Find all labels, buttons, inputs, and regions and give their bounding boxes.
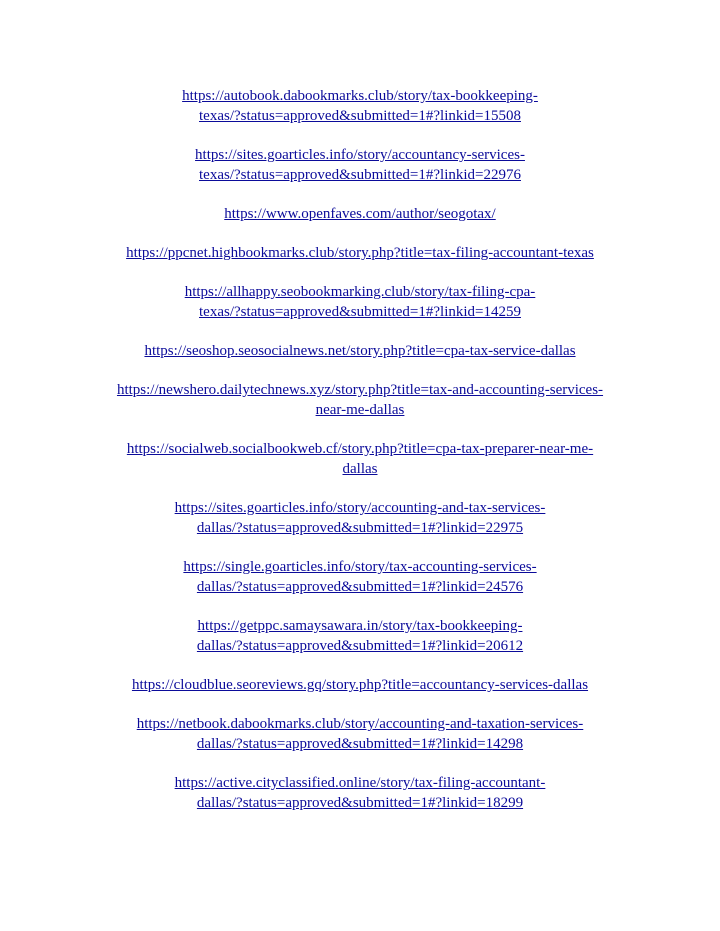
hyperlink-line: dallas/?status=approved&submitted=1#?linkid=20612 (196, 638, 524, 654)
hyperlink-line: https://sites.goarticles.info/story/accounting-and-tax-services- (174, 500, 546, 516)
link-item (80, 282, 640, 322)
hyperlink-line: https://ppcnet.highbookmarks.club/story.php?title=tax-filing-accountant-texas (126, 245, 594, 261)
hyperlink-line: dallas/?status=approved&submitted=1#?linkid=24576 (196, 579, 524, 595)
hyperlink-line: https://single.goarticles.info/story/tax-accounting-services- (183, 559, 537, 575)
hyperlink-line: https://www.openfaves.com/author/seogotax/ (224, 206, 496, 222)
link-item (80, 498, 640, 538)
hyperlink[interactable] (80, 498, 640, 538)
link-item (80, 675, 640, 695)
hyperlink-line: texas/?status=approved&submitted=1#?linkid=22976 (199, 167, 521, 183)
hyperlink-line: near-me-dallas (315, 402, 405, 418)
link-item (80, 616, 640, 656)
hyperlink-line: https://seoshop.seosocialnews.net/story.php?title=cpa-tax-service-dallas (144, 343, 576, 359)
hyperlink[interactable] (80, 86, 640, 126)
hyperlink[interactable] (80, 243, 640, 263)
hyperlink[interactable] (80, 380, 640, 420)
link-item (80, 145, 640, 185)
hyperlink[interactable] (80, 439, 640, 479)
hyperlink[interactable] (80, 675, 640, 695)
link-item (80, 380, 640, 420)
hyperlink-line: dallas/?status=approved&submitted=1#?linkid=22975 (196, 520, 524, 536)
link-item (80, 341, 640, 361)
hyperlink-line: https://getppc.samaysawara.in/story/tax-bookkeeping- (197, 618, 523, 634)
hyperlink-line: https://allhappy.seobookmarking.club/story/tax-filing-cpa- (184, 284, 536, 300)
hyperlink-line: texas/?status=approved&submitted=1#?linkid=15508 (199, 108, 521, 124)
hyperlink-line: https://sites.goarticles.info/story/accountancy-services- (195, 147, 525, 163)
hyperlink[interactable] (80, 282, 640, 322)
hyperlink-line: https://newshero.dailytechnews.xyz/story.php?title=tax-and-accounting-services- (116, 382, 604, 398)
link-item (80, 243, 640, 263)
hyperlink-line: dallas/?status=approved&submitted=1#?linkid=18299 (196, 795, 524, 811)
hyperlink[interactable] (80, 204, 640, 224)
link-item (80, 204, 640, 224)
link-item (80, 773, 640, 813)
hyperlink-line: texas/?status=approved&submitted=1#?linkid=14259 (199, 304, 521, 320)
hyperlink[interactable] (80, 616, 640, 656)
hyperlink-line: dallas/?status=approved&submitted=1#?linkid=14298 (196, 736, 524, 752)
link-item (80, 714, 640, 754)
link-list (80, 86, 640, 832)
hyperlink-line: https://active.cityclassified.online/story/tax-filing-accountant- (174, 775, 546, 791)
link-item (80, 557, 640, 597)
hyperlink[interactable] (80, 557, 640, 597)
hyperlink-line: dallas (342, 461, 378, 477)
hyperlink-line: https://socialweb.socialbookweb.cf/story.php?title=cpa-tax-preparer-near-me- (126, 441, 594, 457)
hyperlink-line: https://autobook.dabookmarks.club/story/tax-bookkeeping- (182, 88, 538, 104)
link-item (80, 439, 640, 479)
hyperlink[interactable] (80, 714, 640, 754)
hyperlink[interactable] (80, 145, 640, 185)
hyperlink-line: https://cloudblue.seoreviews.gq/story.php?title=accountancy-services-dallas (131, 677, 589, 693)
hyperlink-line: https://netbook.dabookmarks.club/story/accounting-and-taxation-services- (136, 716, 584, 732)
hyperlink[interactable] (80, 341, 640, 361)
hyperlink[interactable] (80, 773, 640, 813)
link-item (80, 86, 640, 126)
